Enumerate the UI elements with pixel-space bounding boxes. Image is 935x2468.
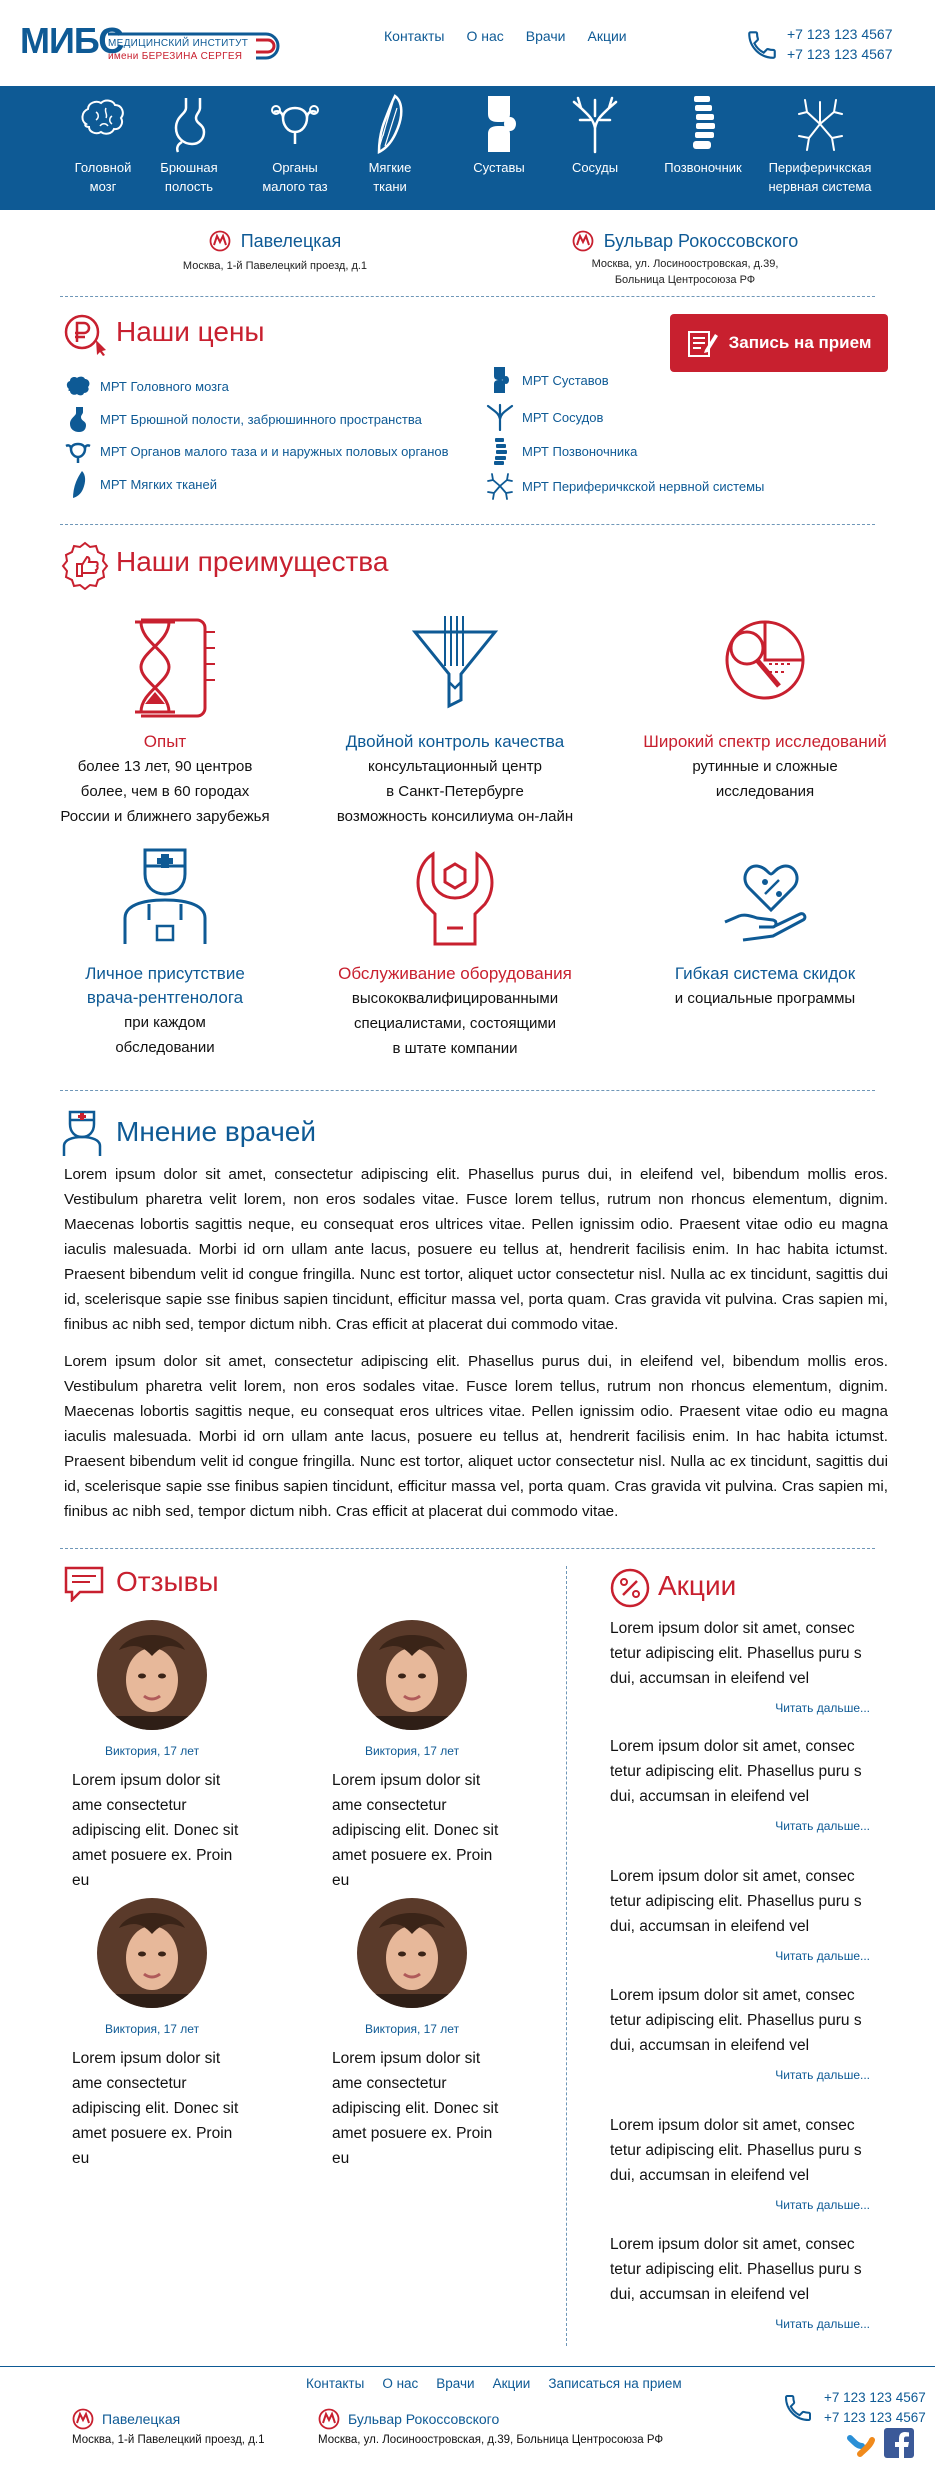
wrench-gear-icon	[395, 844, 515, 954]
review-card	[52, 1620, 252, 1893]
price-item-label: МРТ Брюшной полости, забрюшинного пространства	[100, 411, 422, 427]
reviewer-photo	[97, 1620, 207, 1730]
search-chart-icon	[705, 612, 825, 722]
advantage-title: Гибкая система скидок	[674, 964, 856, 983]
vessels-icon	[570, 94, 620, 154]
doctors-title: Мнение врачей	[116, 1116, 317, 1147]
nav-promos[interactable]: Акции	[587, 28, 627, 44]
price-item-label: МРТ Мягких тканей	[100, 476, 217, 492]
spine-icon	[486, 437, 514, 465]
advantage-desc: рутинные и сложные исследования	[692, 758, 838, 800]
footer-phone-1[interactable]: +7 123 123 4567	[824, 2390, 926, 2405]
footer-metro-paveletskaya	[72, 2408, 332, 2446]
logo-text: МИБС	[20, 20, 124, 61]
reviewer-name: Виктория, 17 лет	[364, 2022, 460, 2036]
uterus-icon	[64, 437, 92, 465]
footer-nav-contacts[interactable]: Контакты	[306, 2376, 365, 2391]
organ-joints[interactable]	[444, 86, 554, 210]
promo-item	[610, 1983, 870, 2082]
review-text: Lorem ipsum dolor sit ame consectetur adipiscing elit. Donec sit amet posuere ex. Proin eu	[332, 2050, 499, 2167]
footer-metro-address: Москва, ул. Лосиноостровская, д.39, Больница Центросоюза РФ	[318, 2434, 664, 2446]
nav-about[interactable]: О нас	[466, 28, 504, 44]
face-avatar-icon	[97, 1620, 207, 1730]
divider	[60, 524, 875, 525]
logo-subtitle-name: имени БЕРЕЗИНА СЕРГЕЯ	[108, 51, 243, 62]
thumbs-up-badge-icon	[60, 540, 110, 590]
nav-doctors[interactable]: Врачи	[525, 28, 566, 44]
metro-address: Москва, 1-й Павелецкий проезд, д.1	[182, 260, 368, 272]
advantage-title: Двойной контроль качества	[345, 732, 565, 751]
promo-text: Lorem ipsum dolor sit amet, consec tetur adipiscing elit. Phasellus puru s dui, accumsan in eleifend vel	[610, 1620, 862, 1687]
review-text: Lorem ipsum dolor sit ame consectetur adipiscing elit. Donec sit amet posuere ex. Proin eu	[72, 1772, 239, 1889]
face-avatar-icon	[357, 1620, 467, 1730]
promo-text: Lorem ipsum dolor sit amet, consec tetur adipiscing elit. Phasellus puru s dui, accumsan in eleifend vel	[610, 2117, 862, 2184]
nerves-icon	[486, 472, 514, 500]
read-more-link[interactable]: Читать дальше...	[775, 2198, 870, 2212]
reviewer-photo	[97, 1898, 207, 2008]
footer-metro-name[interactable]: Павелецкая	[102, 2411, 181, 2427]
metro-icon	[318, 2408, 340, 2430]
doctor-icon	[105, 844, 225, 954]
footer-nav-book[interactable]: Записаться на прием	[548, 2376, 682, 2391]
review-card	[312, 1620, 512, 1893]
spine-icon	[678, 94, 728, 154]
logo-subtitle: МЕДИЦИНСКИЙ ИНСТИТУТ	[108, 38, 249, 49]
stomach-icon	[64, 405, 92, 433]
price-item-brain[interactable]	[64, 372, 229, 400]
footer-nav-doctors[interactable]: Врачи	[436, 2376, 475, 2391]
advantage-desc: и социальные программы	[674, 990, 856, 1007]
price-item-vessels[interactable]	[486, 403, 603, 431]
hourglass-scroll-icon	[105, 612, 225, 722]
advantages-title: Наши преимущества	[116, 546, 389, 577]
organ-pelvis[interactable]	[240, 86, 350, 210]
footer-divider	[0, 2366, 935, 2367]
organ-vessels-label: Сосуды	[571, 160, 619, 175]
price-item-nerves[interactable]	[486, 472, 764, 500]
funnel-filter-icon	[395, 612, 515, 722]
face-avatar-icon	[97, 1898, 207, 2008]
metro-icon	[572, 230, 594, 252]
footer-phones	[824, 2388, 926, 2428]
advantage-title: Обслуживание оборудования	[338, 964, 572, 983]
advantage-radiologist	[30, 844, 300, 1060]
reviewer-photo	[357, 1898, 467, 2008]
advantage-title: Личное присутствие врача-рентгенолога	[85, 964, 245, 1007]
promo-item	[610, 1734, 870, 1833]
organ-soft-tissue[interactable]	[335, 86, 445, 210]
footer-metro-rokossovsky	[318, 2408, 718, 2446]
price-item-abdomen[interactable]	[64, 405, 422, 433]
footer-nav-promos[interactable]: Акции	[492, 2376, 531, 2391]
doctor-avatar-icon	[62, 1110, 102, 1158]
promo-text: Lorem ipsum dolor sit amet, consec tetur adipiscing elit. Phasellus puru s dui, accumsan in eleifend vel	[610, 1987, 862, 2054]
prices-title: Наши цены	[116, 316, 265, 347]
organ-spine[interactable]	[648, 86, 758, 210]
organ-abdomen[interactable]	[134, 86, 244, 210]
book-appointment-label: Запись на прием	[728, 333, 872, 352]
doctors-paragraph-1: Lorem ipsum dolor sit amet, consectetur adipiscing elit. Phasellus purus dui, in eleifend vel, bibendum mollis eros. Vestibulum pharetra velit lorem, non eros sodales vitae. Fusce lorem tellus, rutrum non rhoncus elementum, dignim. Maecenas lobortis sagittis neque, eu consequat eros ultrices vitae. Pellen ignissim odio. Praesent vitae odio eu magna iaculis malesuada. Morbi id orn ullam ante lacus, posuere eu tellus at, hendrerit facilisis enim. In hac habita ictumst. Praesent bibendum velit id congue fringilla. Nunc est tortor, aliquet uctor consectetur nisl. Nulla ac ex tincidunt, sagittis dui id, scelerisque sapie sse finibus sapien tincidunt, efficitur massa vel, porta quam. Cras gravida vit pulvina. Cras sapien mi, finibus ac nibh sed, tempor dictum nibh. Cras efficit at placerat dui commodo vitae.	[64, 1166, 888, 1333]
odnoklassniki-icon[interactable]	[846, 2428, 876, 2458]
metro-name[interactable]: Павелецкая	[240, 230, 342, 251]
reviewer-photo	[357, 1620, 467, 1730]
organ-vessels[interactable]	[540, 86, 650, 210]
organ-joints-label: Суставы	[473, 160, 525, 175]
brain-icon	[64, 372, 92, 400]
facebook-icon[interactable]	[884, 2428, 914, 2458]
divider	[60, 296, 875, 297]
advantage-experience	[30, 612, 300, 829]
promo-text: Lorem ipsum dolor sit amet, consec tetur adipiscing elit. Phasellus puru s dui, accumsan in eleifend vel	[610, 1738, 862, 1805]
promo-item	[610, 1616, 870, 1715]
metro-rokossovsky	[555, 230, 815, 288]
footer-nav	[306, 2376, 682, 2391]
price-item-label: МРТ Органов малого таза и и наружных половых органов	[100, 443, 449, 459]
advantage-quality	[320, 612, 590, 829]
organ-abdomen-label: Брюшная полость	[160, 160, 218, 194]
organ-spine-label: Позвоночник	[664, 160, 742, 175]
organ-nerves[interactable]	[765, 86, 875, 210]
advantage-desc: при каждом обследовании	[115, 1014, 215, 1056]
reviewer-name: Виктория, 17 лет	[104, 2022, 200, 2036]
read-more-link[interactable]: Читать дальше...	[775, 2068, 870, 2082]
advantage-title: Широкий спектр исследований	[643, 732, 887, 751]
promo-text: Lorem ipsum dolor sit amet, consec tetur adipiscing elit. Phasellus puru s dui, accumsan in eleifend vel	[610, 1868, 862, 1935]
advantage-discounts	[630, 844, 900, 1011]
brain-icon	[78, 94, 128, 154]
metro-icon	[72, 2408, 94, 2430]
review-card	[312, 1898, 512, 2171]
metro-icon	[209, 230, 231, 252]
advantage-desc: высококвалифицированными специалистами, состоящими в штате компании	[351, 990, 559, 1057]
advantage-maintenance	[320, 844, 590, 1061]
metro-address: Москва, ул. Лосиноостровская, д.39,	[591, 258, 779, 270]
reviewer-name: Виктория, 17 лет	[364, 1744, 460, 1758]
advantage-desc: более 13 лет, 90 центров более, чем в 60 городах России и ближнего зарубежья	[60, 758, 270, 825]
read-more-link[interactable]: Читать дальше...	[775, 2317, 870, 2331]
review-card	[52, 1898, 252, 2171]
review-text: Lorem ipsum dolor sit ame consectetur adipiscing elit. Donec sit amet posuere ex. Proin eu	[72, 2050, 239, 2167]
price-item-joints[interactable]	[486, 366, 609, 394]
chat-bubble-icon	[64, 1566, 104, 1602]
metro-name[interactable]: Бульвар Рокоссовского	[603, 230, 799, 251]
organs-band	[0, 86, 935, 210]
promo-item	[610, 2113, 870, 2212]
knee-icon	[486, 366, 514, 394]
form-edit-icon	[687, 328, 719, 358]
book-appointment-button[interactable]	[670, 314, 888, 372]
footer-phone-2[interactable]: +7 123 123 4567	[824, 2410, 926, 2425]
price-item-label: МРТ Периферичкской нервной системы	[522, 478, 765, 494]
advantage-title: Опыт	[143, 732, 187, 751]
metro-address-2: Больница Центросоюза РФ	[614, 274, 756, 286]
read-more-link[interactable]: Читать дальше...	[775, 1819, 870, 1833]
heart-discount-icon	[705, 844, 825, 954]
metro-paveletskaya	[150, 230, 400, 274]
promos-title: Акции	[658, 1570, 737, 1601]
nerves-icon	[795, 94, 845, 154]
promo-item	[610, 2232, 870, 2331]
doctors-paragraph-2: Lorem ipsum dolor sit amet, consectetur adipiscing elit. Phasellus purus dui, in eleifend vel, bibendum mollis eros. Vestibulum pharetra velit lorem, non eros sodales vitae. Fusce lorem tellus, rutrum non rhoncus elementum, dignim. Maecenas lobortis sagittis neque, eu consequat eros ultrices vitae. Pellen ignissim odio. Praesent vitae odio eu magna iaculis malesuada. Morbi id orn ullam ante lacus, posuere eu tellus at, hendrerit facilisis enim. In hac habita ictumst. Praesent bibendum velit id congue fringilla. Nunc est tortor, aliquet uctor consectetur nisl. Nulla ac ex tincidunt, sagittis dui id, scelerisque sapie sse finibus sapien tincidunt, efficitur massa vel, porta quam. Cras gravida vit pulvina. Cras sapien mi, finibus ac nibh sed, tempor dictum nibh. Cras efficit at placerat dui commodo vitae.	[64, 1353, 888, 1520]
uterus-icon	[270, 94, 320, 154]
logo[interactable]	[20, 18, 280, 68]
organ-pelvis-label: Органы малого таз	[262, 160, 328, 194]
review-text: Lorem ipsum dolor sit ame consectetur adipiscing elit. Donec sit amet posuere ex. Proin eu	[332, 1772, 499, 1889]
price-item-label: МРТ Позвоночника	[522, 443, 638, 459]
read-more-link[interactable]: Читать дальше...	[775, 1701, 870, 1715]
advantage-range	[630, 612, 900, 804]
footer-metro-name[interactable]: Бульвар Рокоссовского	[348, 2411, 500, 2427]
divider	[60, 1090, 875, 1091]
nav-contacts[interactable]: Контакты	[384, 28, 445, 44]
header-phones	[745, 24, 925, 64]
promo-text: Lorem ipsum dolor sit amet, consec tetur adipiscing elit. Phasellus puru s dui, accumsan in eleifend vel	[610, 2236, 862, 2303]
header-phone-2[interactable]: +7 123 123 4567	[787, 46, 893, 62]
percent-badge-icon	[608, 1566, 652, 1610]
top-nav	[384, 28, 627, 44]
phone-icon	[745, 28, 779, 62]
vessels-icon	[486, 403, 514, 431]
header-phone-1[interactable]: +7 123 123 4567	[787, 26, 893, 42]
phone-icon	[782, 2392, 814, 2424]
price-item-label: МРТ Сосудов	[522, 409, 604, 425]
advantage-desc: консультационный центр в Санкт-Петербурге возможность консилиума он-лайн	[336, 758, 574, 825]
organ-brain-label: Головной мозг	[74, 160, 132, 194]
reviewer-name: Виктория, 17 лет	[104, 1744, 200, 1758]
divider	[60, 1548, 875, 1549]
price-item-label: МРТ Суставов	[522, 372, 609, 388]
footer-nav-about[interactable]: О нас	[382, 2376, 419, 2391]
price-item-pelvis[interactable]	[64, 437, 449, 465]
stomach-icon	[164, 94, 214, 154]
organ-nerves-label: Периферичкская нервная система	[768, 160, 872, 194]
organ-soft-tissue-label: Мягкие ткани	[368, 160, 412, 194]
knee-icon	[474, 94, 524, 154]
column-divider	[566, 1566, 567, 2346]
ruble-icon	[62, 312, 114, 356]
muscle-icon	[365, 94, 415, 154]
footer-metro-address: Москва, 1-й Павелецкий проезд, д.1	[72, 2434, 265, 2446]
read-more-link[interactable]: Читать дальше...	[775, 1949, 870, 1963]
promo-item	[610, 1864, 870, 1963]
muscle-icon	[64, 470, 92, 498]
price-item-soft-tissue[interactable]	[64, 470, 217, 498]
price-item-label: МРТ Головного мозга	[100, 378, 229, 394]
face-avatar-icon	[357, 1898, 467, 2008]
price-item-spine[interactable]	[486, 437, 637, 465]
reviews-title: Отзывы	[116, 1566, 219, 1597]
